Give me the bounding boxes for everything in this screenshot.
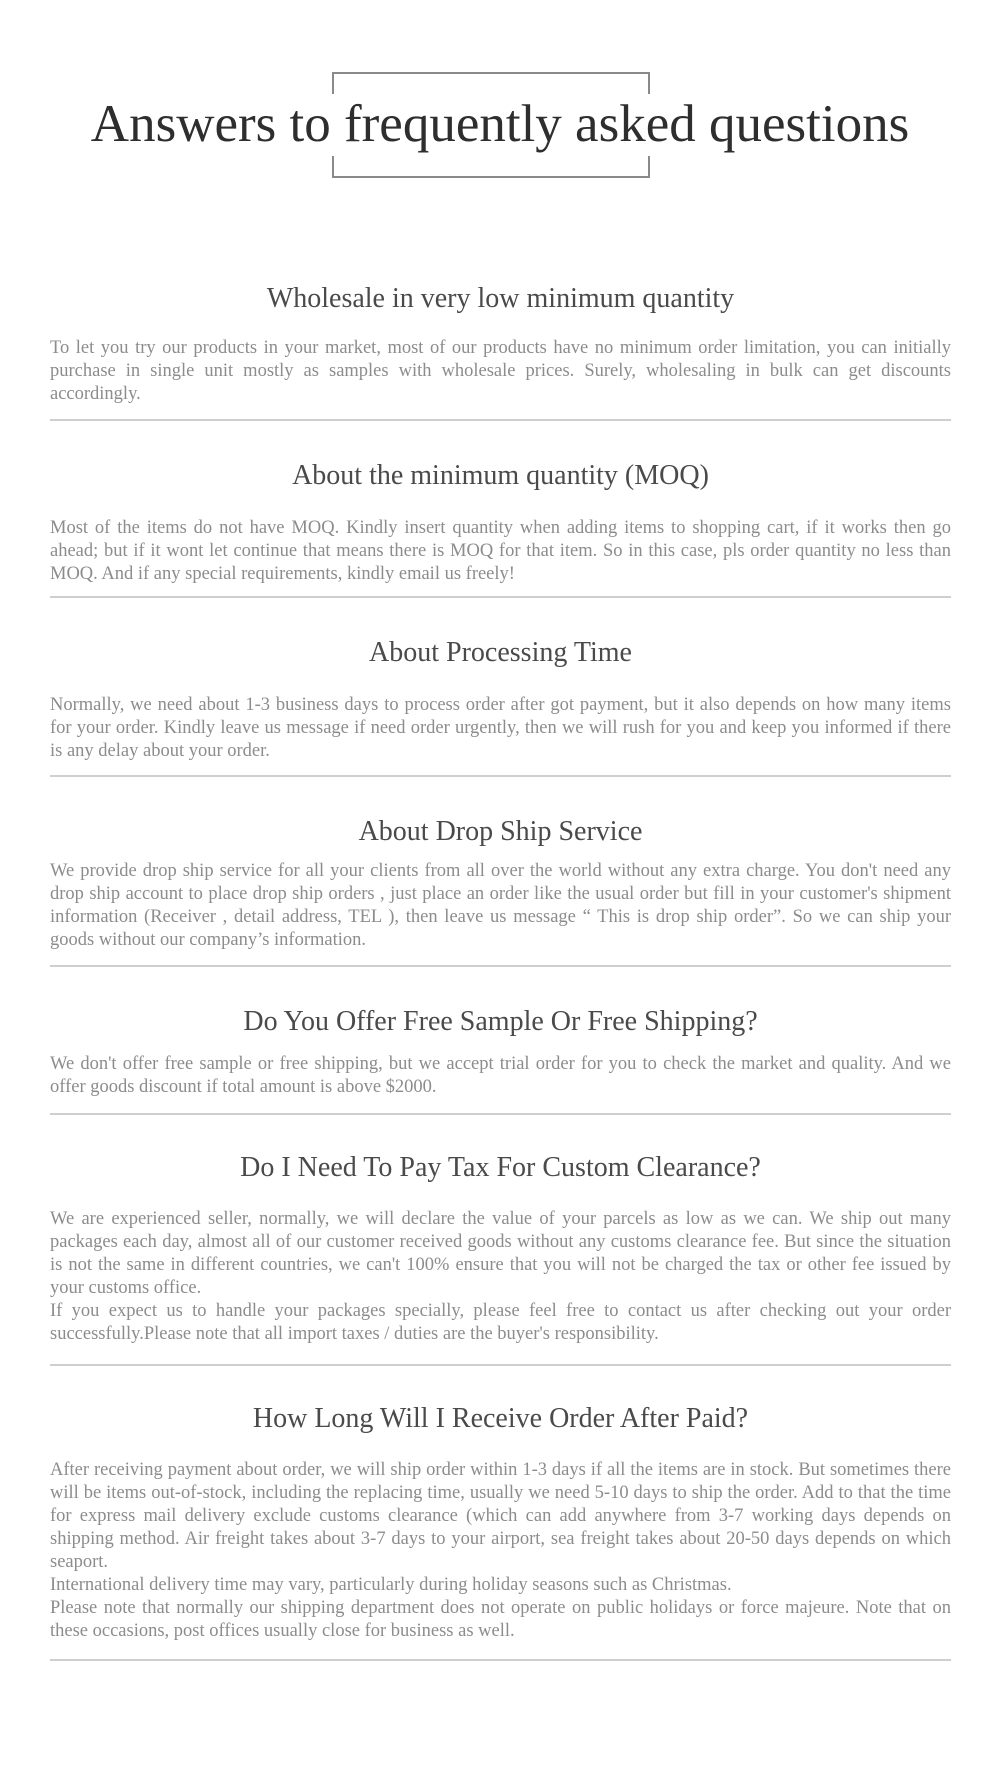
faq-question: Do I Need To Pay Tax For Custom Clearance? [240, 1152, 761, 1183]
faq-answer [50, 860, 951, 952]
title-frame-bottom [332, 156, 650, 178]
faq-answer-paragraph: Normally, we need about 1-3 business days to process order after got payment, but it also depends on how many items for your order. Kindly leave us message if need order urgently, then we will rush for you and keep you informed if there is any delay about your order. [50, 695, 951, 761]
faq-answer-paragraph: We provide drop ship service for all your clients from all over the world without any extra charge. You don't need any drop ship account to place drop ship orders , just place an order like the usual order but fill in your customer's shipment information (Receiver , detail address, TEL ), then leave us message “ This is drop ship order”. So we can ship your goods without our company’s information. [50, 861, 951, 950]
faq-answer-paragraph: We are experienced seller, normally, we will declare the value of your parcels as low as we can. We ship out many packages each day, almost all of our customer received goods without any customs clearance fee. But since the situation is not the same in different countries, we can't 100% ensure that you will not be charged the tax or other fee issued by your customs office. [50, 1209, 951, 1298]
faq-answer [50, 1208, 951, 1346]
page-header [0, 72, 1000, 178]
faq-item-processing-time [50, 598, 951, 777]
faq-answer-paragraph: After receiving payment about order, we will ship order within 1-3 days if all the items are in stock. But sometimes there will be items out-of-stock, including the replacing time, usually we need 5-10 days to ship the order. Add to that the time for express mail delivery exclude customs clearance (which can add anywhere from 3-7 working days depends on shipping method. Air freight takes about 3-7 days to your airport, sea freight takes about 20-50 days depends on which seaport. [50, 1460, 951, 1572]
faq-item-minimum-quantity [50, 252, 951, 421]
faq-answer-paragraph: If you expect us to handle your packages specially, please feel free to contact us after checking out your order successfully.Please note that all import taxes / duties are the buyer's responsibility. [50, 1301, 951, 1344]
faq-item-delivery-time [50, 1366, 951, 1661]
faq-item-free-sample [50, 967, 951, 1115]
faq-item-custom-clearance [50, 1115, 951, 1366]
faq-question: How Long Will I Receive Order After Paid? [252, 1403, 749, 1434]
faq-list [50, 252, 951, 1661]
faq-question: About the minimum quantity (MOQ) [292, 460, 709, 491]
faq-question: Do You Offer Free Sample Or Free Shipping? [243, 1006, 758, 1037]
faq-answer [50, 694, 951, 763]
faq-answer-paragraph: We don't offer free sample or free shipping, but we accept trial order for you to check the market and quality. And we offer goods discount if total amount is above $2000. [50, 1054, 951, 1097]
faq-answer [50, 1053, 951, 1099]
faq-question: About Drop Ship Service [358, 816, 643, 847]
faq-question: About Processing Time [369, 637, 632, 668]
faq-question: Wholesale in very low minimum quantity [266, 283, 735, 314]
faq-item-moq [50, 421, 951, 598]
faq-answer-paragraph: Please note that normally our shipping department does not operate on public holidays or force majeure. Note that on these occasions, post offices usually close for business as well. [50, 1598, 951, 1641]
faq-answer-paragraph: To let you try our products in your market, most of our products have no minimum order limitation, you can initially purchase in single unit mostly as samples with wholesale prices. Surely, wholesaling in bulk can get discounts accordingly. [50, 338, 951, 404]
faq-answer [50, 1459, 951, 1643]
page-title: Answers to frequently asked questions [90, 95, 910, 153]
faq-item-drop-ship [50, 777, 951, 967]
title-frame-top [332, 72, 650, 94]
faq-answer-paragraph: Most of the items do not have MOQ. Kindly insert quantity when adding items to shopping cart, if it works then go ahead; but if it wont let continue that means there is MOQ for that item. So in this case, pls order quantity no less than MOQ. And if any special requirements, kindly email us freely! [50, 518, 951, 584]
faq-answer [50, 517, 951, 586]
faq-answer-paragraph: International delivery time may vary, particularly during holiday seasons such as Christmas. [50, 1575, 732, 1595]
faq-answer [50, 337, 951, 406]
